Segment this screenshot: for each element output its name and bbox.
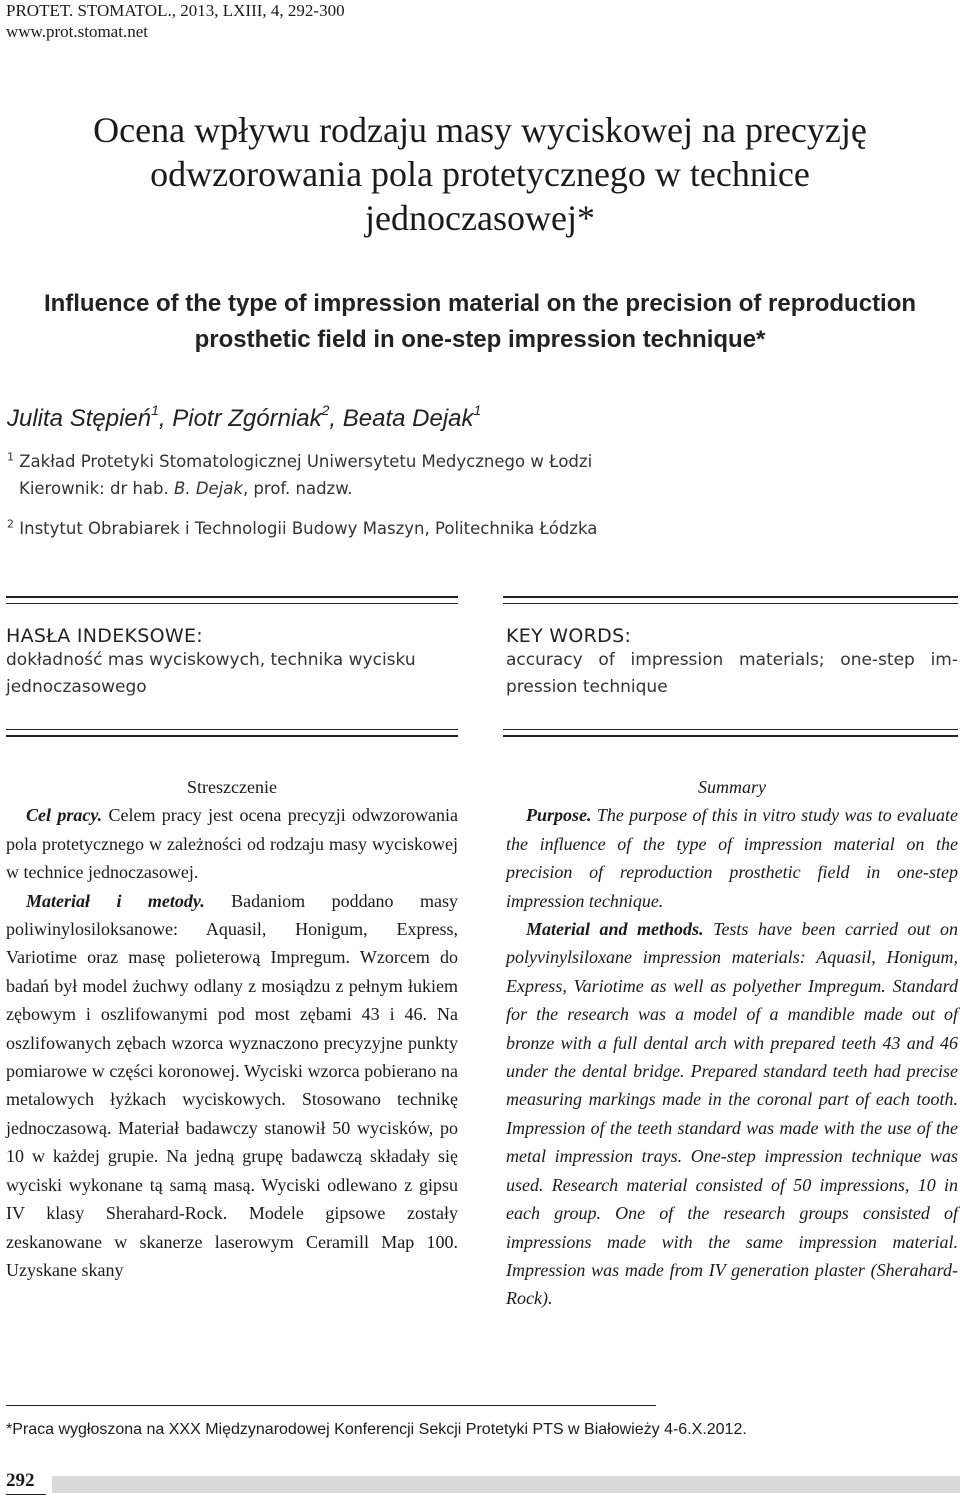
keywords-rule-bottom-left-thin xyxy=(6,729,458,730)
journal-header xyxy=(6,0,345,42)
abstract-pl-aim-text: Celem pracy jest ocena precyzji odwzorowania pola protetycznego w zależności od rodzaju masy wyciskowej w technice jednoczasowej. xyxy=(6,805,458,883)
author-2: , Piotr Zgórniak xyxy=(158,405,322,432)
abstract-polish xyxy=(6,773,458,1284)
abstract-en-aim-text: The purpose of this in vitro study was to evaluate the influence of the type of impression material on the precision of reproduction prosthetic field in one-step impression technique. xyxy=(506,805,958,911)
abstract-en-methods xyxy=(506,915,958,1313)
keywords-pl-line-1: dokładność mas wyciskowych, technika wycisku xyxy=(6,650,416,670)
affiliation-1 xyxy=(7,449,592,475)
affiliation-2 xyxy=(7,516,597,542)
abstract-en-methods-label: Material and methods. xyxy=(526,919,704,940)
footnote-rule xyxy=(6,1405,656,1406)
affiliation-1-head xyxy=(19,476,352,502)
abstract-en-aim xyxy=(506,801,958,915)
journal-url: www.prot.stomat.net xyxy=(6,22,148,41)
keywords-rule-top-right xyxy=(503,596,958,598)
head-prefix: Kierownik: dr hab. xyxy=(19,479,175,498)
keywords-rule-top-left-thin xyxy=(6,603,458,604)
abstract-pl-aim-label: Cel pracy. xyxy=(26,805,103,826)
keywords-rule-bottom-right-thin xyxy=(503,729,958,730)
keywords-en-line-1: accuracy of impression materials; one-step im- xyxy=(506,650,958,670)
affiliation-2-text: Instytut Obrabiarek i Technologii Budowy Maszyn, Politechnika Łódzka xyxy=(14,519,598,538)
keywords-rule-bottom-left xyxy=(6,735,458,737)
keywords-polish xyxy=(6,625,458,701)
title-en-line-2: prosthetic field in one-step impression technique* xyxy=(194,326,766,353)
journal-citation: PROTET. STOMATOL., 2013, LXIII, 4, 292-300 xyxy=(6,1,345,20)
abstract-pl-methods xyxy=(6,887,458,1285)
keywords-rule-top-left xyxy=(6,596,458,598)
keywords-rule-top-right-thin xyxy=(503,603,958,604)
affiliation-1-marker: 1 xyxy=(7,450,14,464)
title-en-line-1: Influence of the type of impression material on the precision of reproduction xyxy=(43,290,917,317)
abstract-pl-aim xyxy=(6,801,458,886)
title-polish xyxy=(0,108,960,240)
keywords-en-line-2: pression technique xyxy=(506,677,668,697)
keywords-pl-heading: HASŁA INDEKSOWE: xyxy=(6,625,203,647)
head-name: B. Dejak xyxy=(174,479,243,498)
author-list xyxy=(7,404,481,434)
title-pl-line-3: jednoczasowej* xyxy=(365,198,595,238)
author-1: Julita Stępień xyxy=(7,405,152,432)
author-3: , Beata Dejak xyxy=(329,405,474,432)
keywords-pl-line-2: jednoczasowego xyxy=(6,677,147,697)
title-pl-line-1: Ocena wpływu rodzaju masy wyciskowej na precyzję xyxy=(93,110,867,150)
author-2-affiliation: 2 xyxy=(321,402,330,418)
affiliation-1-text: Zakład Protetyki Stomatologicznej Uniwersytetu Medycznego w Łodzi xyxy=(14,452,593,471)
keywords-rule-bottom-right xyxy=(503,735,958,737)
title-english xyxy=(0,286,960,358)
abstract-pl-methods-text: Badaniom poddano masy poliwinylosiloksanowe: Aquasil, Honigum, Express, Variotime oraz masę polieterową Impregum. Wzorcem do badań był model żuchwy odlany z mosiądzu z pełnym łukiem zębowym i oszlifowanymi pod most zębami 43 i 46. Na oszlifowanych zębach wzorca wyznaczono precyzyjne punkty pomiarowe w części koronowej. Wyciski wzorca pobierano na metalowych łyżkach wyciskowych. Stosowano technikę jednoczasową. Materiał badawczy stanowił 50 wycisków, po 10 w każdej grupie. Na jedną grupę badawczą składały się wyciski wykonane tą samą masą. Wyciski odlewano z gipsu IV klasy Sherahard-Rock. Modele gipsowe zostały zeskanowane w skanerze laserowym Ceramill Map 100. Uzyskane skany xyxy=(6,890,458,1280)
author-3-affiliation: 1 xyxy=(473,402,482,418)
author-1-affiliation: 1 xyxy=(151,402,159,418)
abstract-en-heading: Summary xyxy=(698,777,766,797)
abstract-pl-heading: Streszczenie xyxy=(187,777,277,797)
footer-bar xyxy=(52,1476,960,1493)
keywords-en-heading: KEY WORDS: xyxy=(506,625,632,647)
keywords-english xyxy=(506,625,958,701)
footnote: *Praca wygłoszona na XXX Międzynarodowej Konferencji Sekcji Protetyki PTS w Białowieży 4-6.X.2012. xyxy=(6,1421,747,1438)
abstract-en-methods-text: Tests have been carried out on polyvinylsiloxane impression materials: Aquasil, Honigum, Express, Variotime as well as polyether Impregum. Standard for the research was a model of a mandible made out of bronze with a full dental arch with prepared teeth 43 and 46 under the dental bridge. Prepared standard teeth had precise measuring markings made in the coronal part of each tooth. Impression of the teeth standard was made with the use of the metal impression trays. One-step impression technique was used. Research material consisted of 50 impressions, 10 in each group. One of the research groups consisted of impressions made with the same impression material. Impression was made from IV generation plaster (Sherahard-Rock). xyxy=(506,919,958,1309)
page-number: 292 xyxy=(6,1470,35,1491)
abstract-english xyxy=(506,773,958,1313)
abstract-en-aim-label: Purpose. xyxy=(526,805,592,826)
head-suffix: , prof. nadzw. xyxy=(242,479,353,498)
abstract-pl-methods-label: Materiał i metody. xyxy=(26,890,205,911)
title-pl-line-2: odwzorowania pola protetycznego w technice xyxy=(150,154,810,194)
affiliation-2-marker: 2 xyxy=(7,517,14,531)
